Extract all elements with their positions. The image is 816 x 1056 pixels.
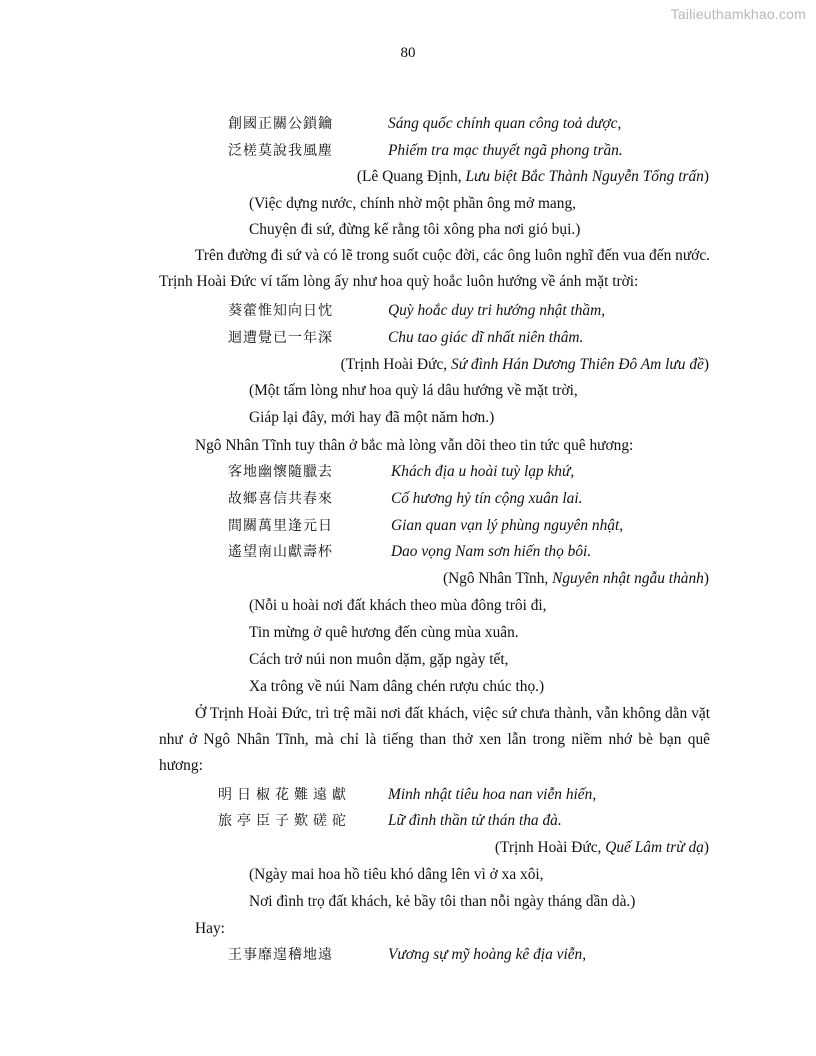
- poem1-translation-line-2: Chuyện đi sứ, đừng kể rằng tôi xông pha nơi gió bụi.): [249, 221, 581, 238]
- poem2-han-line-2: 迴遭覺已一年深: [228, 330, 333, 346]
- poem2-viet-line-1: Quỳ hoắc duy tri hướng nhật thầm,: [388, 302, 606, 319]
- poem3-han-line-2: 故鄉喜信共春來: [228, 491, 333, 507]
- poem3-han-line-3: 間關萬里逢元日: [228, 518, 333, 534]
- poem4-source: (Trịnh Hoài Đức, Quế Lâm trừ dạ): [494, 839, 709, 856]
- poem4-han-line-2: 旅亭臣子歎磋砣: [218, 813, 351, 829]
- poem1-han-line-1: 創國正關公鎖鑰: [228, 116, 333, 132]
- hay-label: Hay:: [195, 920, 225, 937]
- poem3-translation-line-2: Tin mừng ở quê hương đến cùng mùa xuân.: [249, 624, 519, 641]
- poem4-han-line-1: 明日椒花難遠獻: [218, 787, 351, 803]
- paragraph-2: Ngô Nhân Tĩnh tuy thân ở bắc mà lòng vẫn dõi theo tin tức quê hương:: [195, 437, 634, 454]
- poem3-source: (Ngô Nhân Tĩnh, Nguyên nhật ngẫu thành): [442, 570, 709, 587]
- poem3-viet-line-4: Dao vọng Nam sơn hiến thọ bôi.: [391, 543, 592, 560]
- poem3-translation-line-1: (Nỗi u hoài nơi đất khách theo mùa đông trôi đi,: [249, 597, 547, 614]
- poem4-translation-line-1: (Ngày mai hoa hồ tiêu khó dâng lên vì ở xa xôi,: [249, 866, 544, 883]
- poem2-han-line-1: 葵藿惟知向日忱: [228, 303, 333, 319]
- poem4-viet-line-1: Minh nhật tiêu hoa nan viễn hiến,: [388, 786, 597, 803]
- poem1-viet-line-1: Sáng quốc chính quan công toả dược,: [388, 115, 622, 132]
- poem3-han-line-1: 客地幽懷隨臘去: [228, 464, 333, 480]
- poem1-viet-line-2: Phiếm tra mạc thuyết ngã phong trần.: [388, 142, 623, 159]
- poem3-viet-line-2: Cố hương hỷ tín cộng xuân lai.: [391, 490, 583, 507]
- poem2-translation-line-2: Giáp lại đây, mới hay đã một năm hơn.): [249, 409, 495, 426]
- poem3-han-line-4: 遙望南山獻壽杯: [228, 544, 333, 560]
- poem2-source: (Trịnh Hoài Đức, Sứ đình Hán Dương Thiên Đô Am lưu đề): [340, 356, 709, 373]
- poem5-han-line-1: 王事靡遑稽地遠: [228, 947, 333, 963]
- page-number: 80: [400, 45, 416, 61]
- watermark: Tailieuthamkhao.com: [670, 6, 806, 22]
- poem1-translation-line-1: (Việc dựng nước, chính nhờ một phần ông mở mang,: [249, 195, 576, 212]
- poem1-source: (Lê Quang Định, Lưu biệt Bắc Thành Nguyễn Tổng trấn): [356, 168, 709, 185]
- paragraph-1: Trên đường đi sứ và có lẽ trong suốt cuộc đời, các ông luôn nghĩ đến vua đến nước. Trịnh Hoài Đức ví tấm lòng ấy như hoa quỳ hoắc luôn hướng về ánh mặt trời:: [159, 247, 710, 290]
- poem1-han-line-2: 泛槎莫說我風塵: [228, 143, 333, 159]
- poem2-translation-line-1: (Một tấm lòng như hoa quỳ lá dâu hướng về mặt trời,: [249, 382, 578, 399]
- poem3-translation-line-4: Xa trông về núi Nam dâng chén rượu chúc thọ.): [249, 678, 545, 695]
- poem2-viet-line-2: Chu tao giác dĩ nhất niên thâm.: [388, 329, 584, 346]
- poem4-viet-line-2: Lữ đình thần tử thán tha đà.: [388, 812, 562, 829]
- poem3-translation-line-3: Cách trở núi non muôn dặm, gặp ngày tết,: [249, 651, 509, 668]
- poem5-viet-line-1: Vương sự mỹ hoàng kê địa viễn,: [388, 946, 587, 963]
- poem3-viet-line-3: Gian quan vạn lý phùng nguyên nhật,: [391, 517, 624, 534]
- poem3-viet-line-1: Khách địa u hoài tuỳ lạp khứ,: [391, 463, 575, 480]
- paragraph-3: Ở Trịnh Hoài Đức, trì trệ mãi nơi đất khách, việc sứ chưa thành, vẫn không dằn vặt như ở Ngô Nhân Tĩnh, mà chỉ là tiếng than thở xen lẫn trong niềm nhớ bè bạn quê hương:: [159, 705, 710, 774]
- poem4-translation-line-2: Nơi đình trọ đất khách, kẻ bầy tôi than nỗi ngày tháng dần dà.): [249, 893, 636, 910]
